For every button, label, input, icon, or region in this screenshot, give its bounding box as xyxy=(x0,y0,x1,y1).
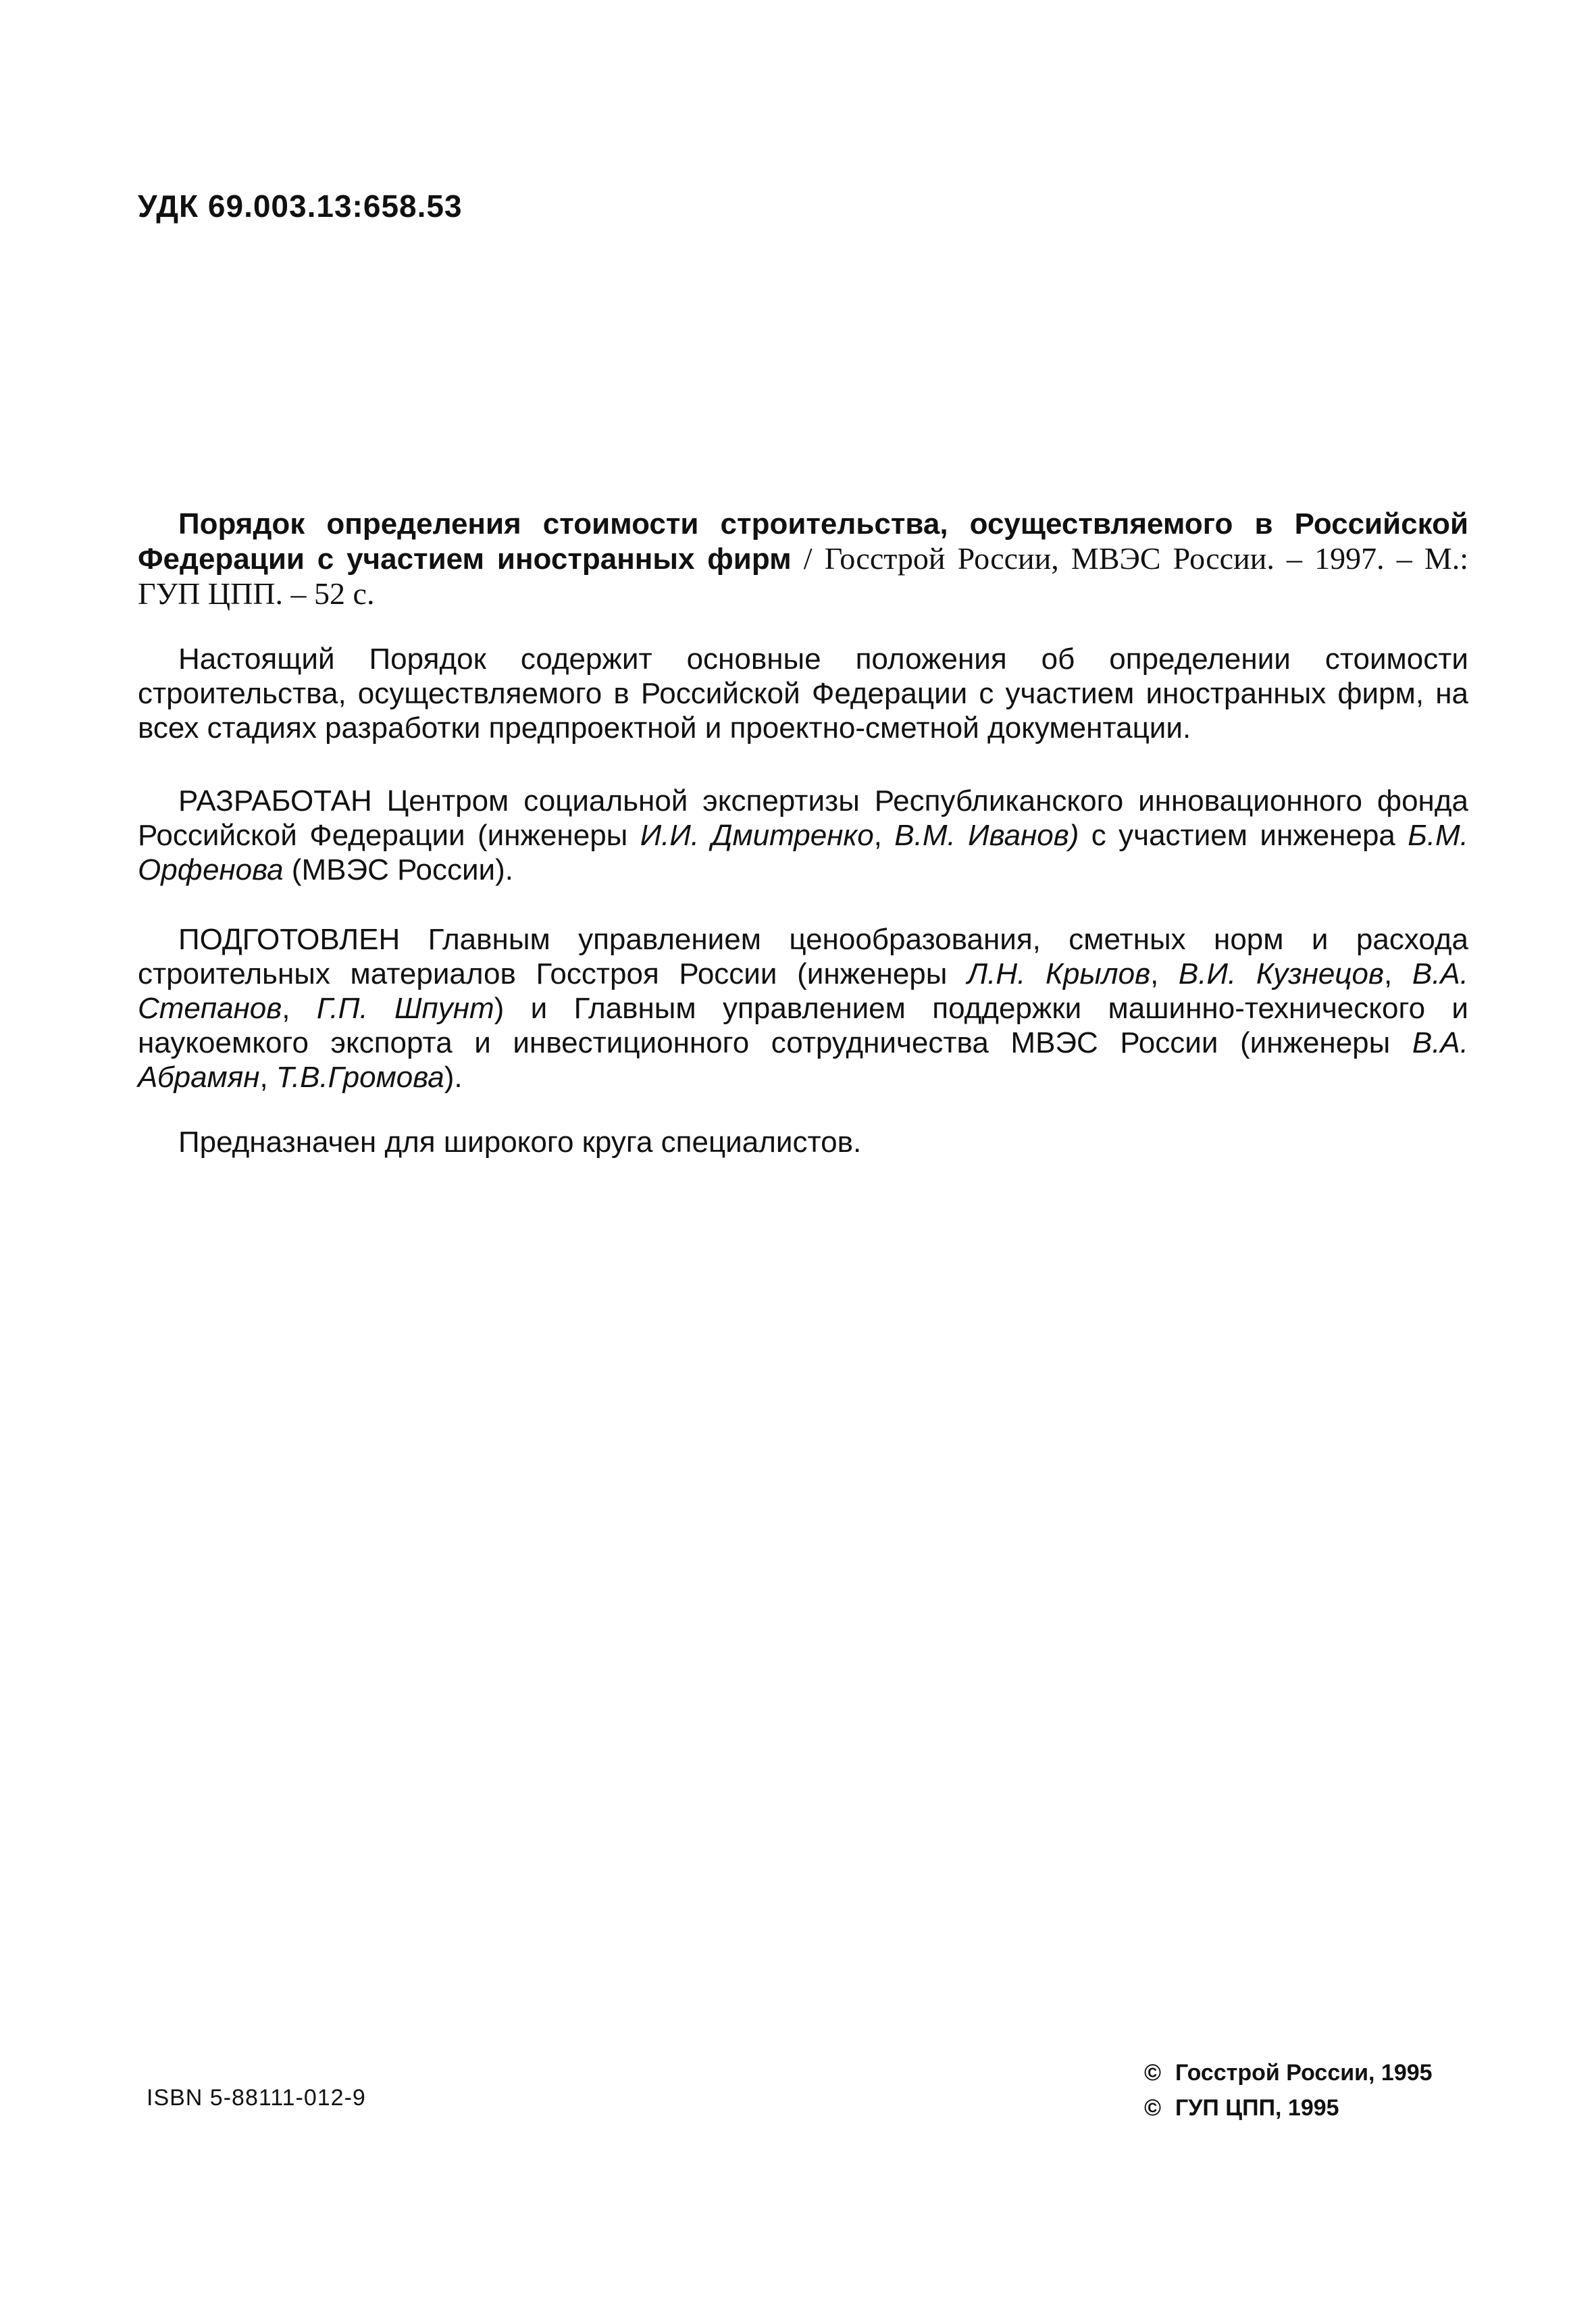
copyright-line xyxy=(1144,2055,1433,2090)
title-separator: / xyxy=(791,541,825,576)
prepared-label: ПОДГОТОВЛЕН xyxy=(178,923,401,956)
author-name: В.И. Кузнецов xyxy=(1178,957,1384,990)
prepared-text: Главным управлением ценообразования, сметных норм и расхода строительных материалов Госстроя России (инженеры xyxy=(138,923,1468,990)
prepared-text: ) и Главным управлением поддержки машинно-технического и наукоемкого экспорта и инвестиционного сотрудничества МВЭС России (инженеры xyxy=(138,992,1468,1059)
author-name: Т.В.Громова xyxy=(276,1061,444,1094)
author-name: В.А. Степанов xyxy=(138,957,1469,1025)
copyright-holder: ГУП ЦПП, 1995 xyxy=(1175,2095,1339,2121)
intended-audience xyxy=(138,1125,1468,1159)
publication-source: Госстрой России, МВЭС России. – 1997. – М.: ГУП ЦПП. – 52 с. xyxy=(138,541,1468,611)
copyright-holder: Госстрой России, 1995 xyxy=(1175,2060,1433,2086)
developed-text: с участием инженера xyxy=(1079,819,1408,852)
name-separator: , xyxy=(873,819,895,852)
author-name: В.М. Иванов) xyxy=(894,819,1079,852)
developed-by-section xyxy=(138,784,1468,887)
intended-audience-text: Предназначен для широкого круга специалистов. xyxy=(178,1126,862,1159)
udk-code: УДК 69.003.13:658.53 xyxy=(138,188,463,224)
author-name: Г.П. Шпунт xyxy=(316,992,494,1025)
copyright-icon: © xyxy=(1144,2060,1162,2086)
copyright-block xyxy=(1144,2055,1433,2126)
author-name: Б.М. Орфенова xyxy=(138,819,1469,886)
prepared-by-paragraph xyxy=(138,922,1468,1095)
bibliographic-paragraph xyxy=(138,507,1468,611)
abstract xyxy=(138,642,1468,745)
bibliographic-record xyxy=(138,507,1468,611)
developed-label: РАЗРАБОТАН xyxy=(178,784,372,818)
author-name: И.И. Дмитренко xyxy=(640,819,874,852)
developed-text: (МВЭС России). xyxy=(283,853,513,886)
name-separator: , xyxy=(282,992,317,1025)
isbn-number: ISBN 5-88111-012-9 xyxy=(147,2085,366,2111)
name-separator: , xyxy=(259,1061,276,1094)
prepared-by-section xyxy=(138,922,1468,1095)
name-separator: , xyxy=(1150,957,1179,990)
developed-by-paragraph xyxy=(138,784,1468,887)
author-name: В.А. Абрамян xyxy=(138,1026,1468,1094)
copyright-line xyxy=(1144,2090,1433,2126)
copyright-icon: © xyxy=(1144,2095,1162,2121)
document-title: Порядок определения стоимости строительства, осуществляемого в Российской Федерации с участием иностранных фирм xyxy=(138,507,1468,576)
prepared-text: ). xyxy=(444,1061,463,1094)
author-name: Л.Н. Крылов xyxy=(967,957,1151,990)
developed-text: Центром социальной экспертизы Республиканского инновационного фонда Российской Федерации (инженеры xyxy=(138,784,1468,852)
name-separator: , xyxy=(1384,957,1412,990)
abstract-text: Настоящий Порядок содержит основные положения об определении стоимости строительства, осуществляемого в Российской Федерации с участием иностранных фирм, на всех стадиях разработки предпроектной и проектно-сметной документации. xyxy=(138,643,1468,745)
